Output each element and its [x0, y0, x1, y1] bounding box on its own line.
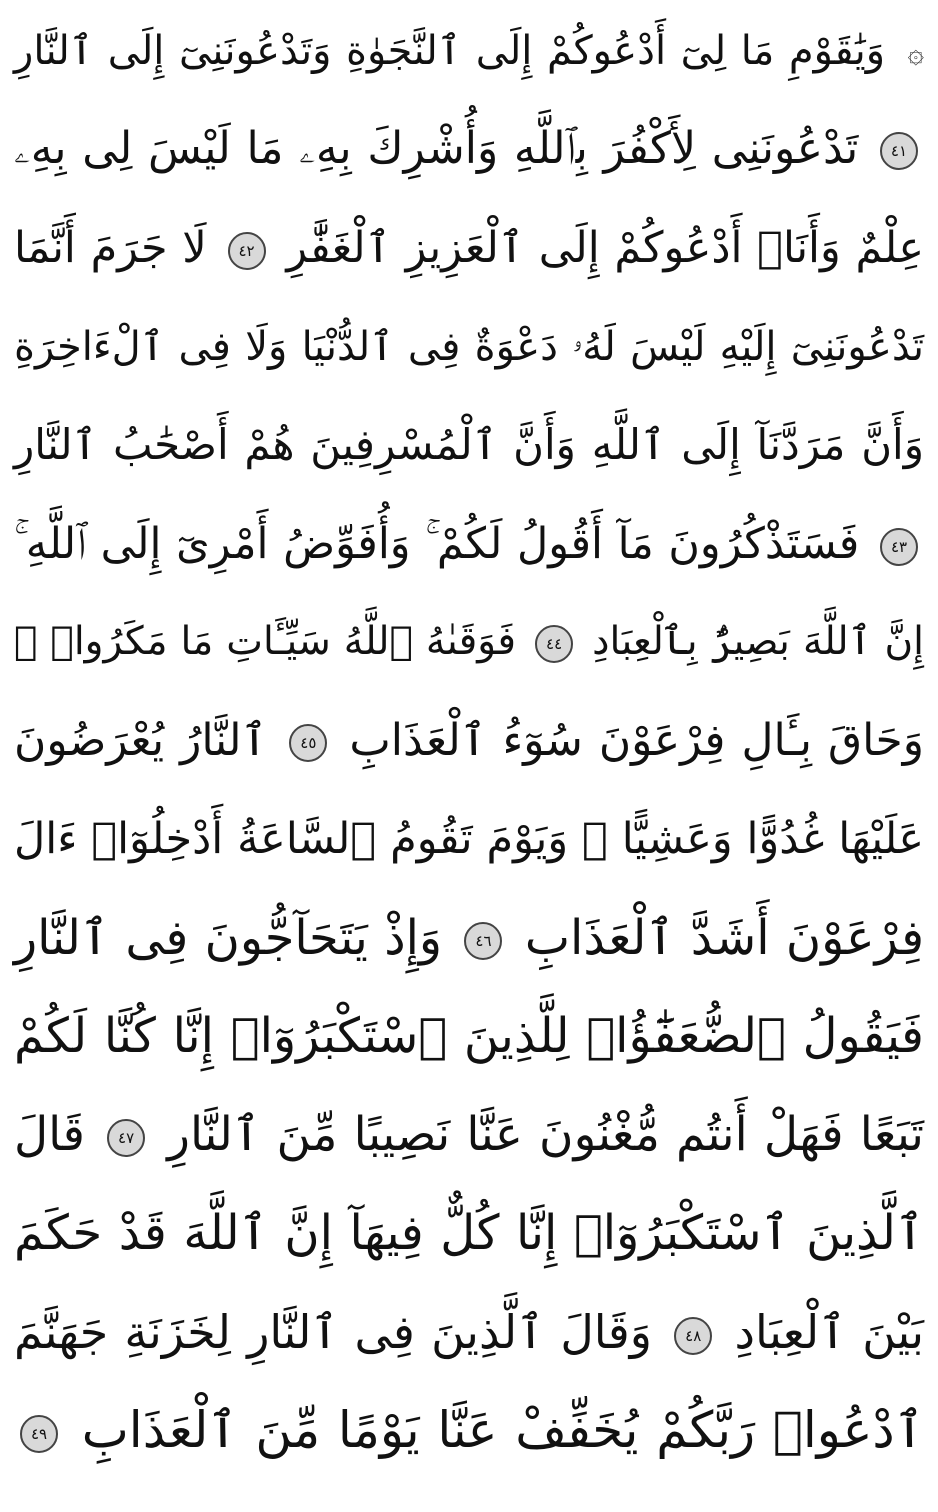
- ayah-text: تَبَعًا فَهَلْ أَنتُم مُّغْنُونَ عَنَّا نَصِيبًا مِّنَ ٱلنَّارِ: [167, 1107, 924, 1162]
- quran-line: [14, 10, 924, 92]
- ayah-text: ٱدْعُوا۟ رَبَّكُمْ يُخَفِّفْ عَنَّا يَوْمًا مِّنَ ٱلْعَذَابِ: [81, 1401, 924, 1459]
- ayah-text: فَوَقَىٰهُ ٱللَّهُ سَيِّـَٔاتِ مَا مَكَرُوا۟ ۖ: [14, 619, 517, 664]
- ayah-text: لَا جَرَمَ أَنَّمَا: [14, 223, 207, 273]
- ayah-number-marker: ٤٣: [880, 528, 918, 566]
- ayah-text: وَإِذْ يَتَحَآجُّونَ فِى ٱلنَّارِ: [14, 910, 443, 966]
- quran-line: [14, 207, 924, 289]
- ayah-number-marker: ٤٢: [228, 232, 266, 270]
- ayah-text: تَدْعُونَنِىٓ إِلَيْهِ لَيْسَ لَهُۥ دَعْوَةٌ فِى ٱلدُّنْيَا وَلَا فِى ٱلْءَاخِرَةِ: [14, 324, 924, 370]
- ayah-text: بَيْنَ ٱلْعِبَادِ: [734, 1305, 924, 1359]
- ayah-text: فِرْعَوْنَ أَشَدَّ ٱلْعَذَابِ: [524, 910, 925, 966]
- quran-line: [14, 1291, 924, 1373]
- ayah-text: ٱلنَّارُ يُعْرَضُونَ: [14, 715, 268, 766]
- quran-line: [14, 1389, 924, 1471]
- ayah-number-marker: ٤١: [880, 132, 918, 170]
- ayah-text: وَقَالَ ٱلَّذِينَ فِى ٱلنَّارِ لِخَزَنَةِ جَهَنَّمَ: [14, 1305, 652, 1359]
- ayah-text: فَسَتَذْكُرُونَ مَآ أَقُولُ لَكُمْ ۚ وَأُفَوِّضُ أَمْرِىٓ إِلَى ٱللَّهِ ۚ: [14, 519, 860, 569]
- ayah-text: عَلَيْهَا غُدُوًّا وَعَشِيًّا ۖ وَيَوْمَ تَقُومُ ٱلسَّاعَةُ أَدْخِلُوٓا۟ ءَالَ: [14, 814, 924, 864]
- quran-line: [14, 798, 924, 880]
- quran-line: [14, 404, 924, 486]
- quran-line: [14, 897, 924, 979]
- quran-line: [14, 601, 924, 683]
- rub-el-hizb-icon: ۞: [907, 36, 925, 69]
- ayah-text: وَيَٰقَوْمِ مَا لِىٓ أَدْعُوكُمْ إِلَى ٱلنَّجَوٰةِ وَتَدْعُونَنِىٓ إِلَى ٱلنَّارِ: [14, 28, 886, 74]
- ayah-number-marker: ٤٤: [535, 625, 573, 663]
- quran-line: [14, 503, 924, 585]
- ayah-text: قَالَ: [14, 1107, 85, 1162]
- ayah-text: إِنَّ ٱللَّهَ بَصِيرٌۢ بِٱلْعِبَادِ: [592, 619, 925, 664]
- quran-line: [14, 995, 924, 1077]
- ayah-number-marker: ٤٨: [674, 1317, 712, 1355]
- ayah-number-marker: ٤٥: [289, 724, 327, 762]
- ayah-text: فَيَقُولُ ٱلضُّعَفَٰٓؤُا۟ لِلَّذِينَ ٱسْتَكْبَرُوٓا۟ إِنَّا كُنَّا لَكُمْ: [14, 1008, 924, 1064]
- ayah-number-marker: ٤٦: [464, 922, 502, 960]
- ayah-text: وَأَنَّ مَرَدَّنَآ إِلَى ٱللَّهِ وَأَنَّ ٱلْمُسْرِفِينَ هُمْ أَصْحَٰبُ ٱلنَّارِ: [14, 420, 924, 469]
- ayah-text: وَحَاقَ بِـَٔالِ فِرْعَوْنَ سُوٓءُ ٱلْعَذَابِ: [349, 715, 924, 766]
- ayah-text: عِلْمٌ وَأَنَا۠ أَدْعُوكُمْ إِلَى ٱلْعَزِيزِ ٱلْغَفَّٰرِ: [286, 223, 925, 273]
- quran-line: [14, 108, 924, 190]
- quran-line: [14, 1094, 924, 1176]
- ayah-text: تَدْعُونَنِى لِأَكْفُرَ بِٱللَّهِ وَأُشْرِكَ بِهِۦ مَا لَيْسَ لِى بِهِۦ: [14, 123, 859, 174]
- ayah-number-marker: ٤٧: [107, 1119, 145, 1157]
- ayah-text: ٱلَّذِينَ ٱسْتَكْبَرُوٓا۟ إِنَّا كُلٌّ فِيهَآ إِنَّ ٱللَّهَ قَدْ حَكَمَ: [14, 1205, 924, 1261]
- quran-line: [14, 306, 924, 388]
- quran-line: [14, 1192, 924, 1274]
- ayah-number-marker: ٤٩: [20, 1415, 58, 1453]
- quran-line: [14, 700, 924, 782]
